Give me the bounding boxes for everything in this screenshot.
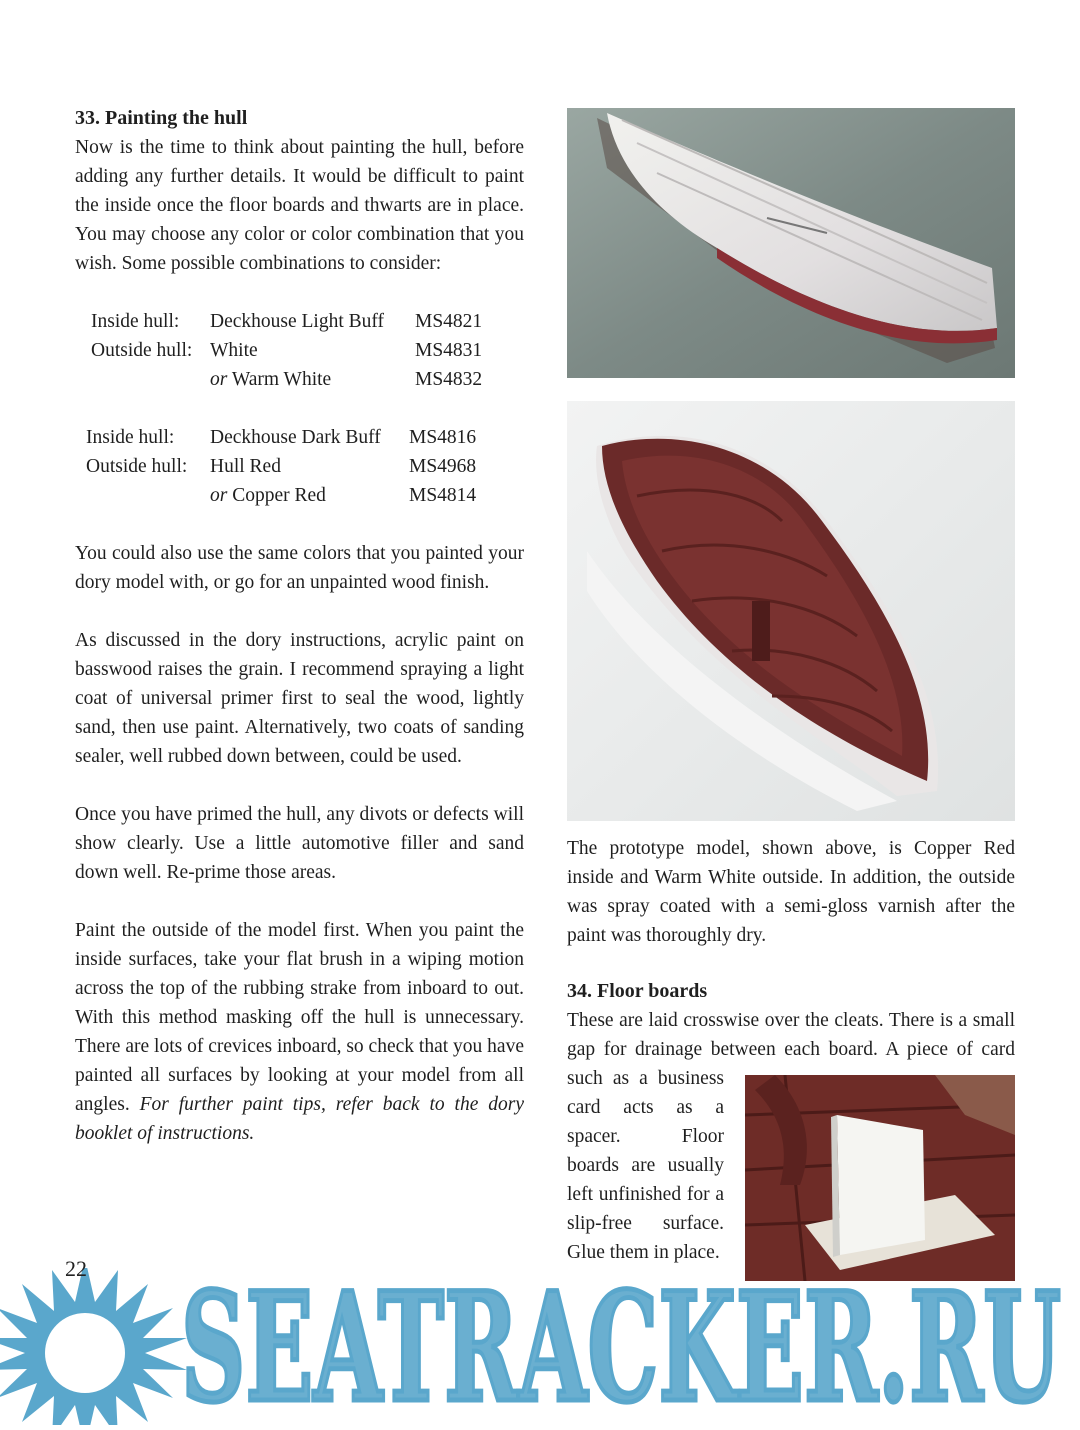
color-combination-2 xyxy=(86,423,476,510)
section-34-line-2: gap for drainage between each board. A piece of card xyxy=(567,1039,1015,1060)
photo-caption: The prototype model, shown above, is Copper Red inside and Warm White outside. In addition, the outside was spray coated with a semi-gloss varnish after the paint was thoroughly dry. xyxy=(567,838,1015,946)
combo-color: or Warm White xyxy=(210,369,332,390)
svg-text:SEATRACKER.RU: SEATRACKER.RU xyxy=(181,1282,1061,1410)
paragraph-painting: Paint the outside of the model first. When you paint the inside surfaces, take your flat brush in a wiping motion across the top of the rubbing strake from inboard to out. With this method masking off the hull is unnecessary. There are lots of crevices inboard, so check that you have painted all surfaces by looking at your model from all angles. For further paint tips, refer back to the dory booklet of instructions. xyxy=(75,920,524,1144)
combo-row xyxy=(86,481,476,510)
combo-label: Outside hull: xyxy=(86,456,188,477)
combo-row xyxy=(86,423,476,452)
paragraph-primer: As discussed in the dory instructions, acrylic paint on basswood raises the grain. I recommend spraying a light coat of universal primer first to seal the wood, lightly sand, then use paint. Alternatively, two coats of sanding sealer, well rubbed down between, could be used. xyxy=(75,630,524,767)
combo-code: MS4821 xyxy=(415,311,483,332)
section-34-line-1: These are laid crosswise over the cleats. There is a small xyxy=(567,1010,1015,1031)
combo-color: Hull Red xyxy=(210,456,281,477)
combo-color: or Copper Red xyxy=(210,485,326,506)
section-34-wrapped-text: such as a business card acts as a spacer. Floor boards are usually left unfinished for a slip-free surface. Glue them in place. xyxy=(567,1068,724,1263)
left-column xyxy=(75,104,524,1148)
paragraph-filler: Once you have primed the hull, any divots or defects will show clearly. Use a little automotive filler and sand down well. Re-prime those areas. xyxy=(75,804,524,883)
combo-color: Deckhouse Dark Buff xyxy=(210,427,381,448)
hull-exterior-photo xyxy=(567,108,1015,378)
watermark-logo xyxy=(176,1282,1066,1410)
section-33-heading: 33. Painting the hull xyxy=(75,107,248,129)
combo-or: or xyxy=(210,369,228,390)
combo-color: Deckhouse Light Buff xyxy=(210,311,385,332)
combo-code: MS4816 xyxy=(409,427,477,448)
combo-color: White xyxy=(210,340,258,361)
section-34-heading: 34. Floor boards xyxy=(567,980,708,1002)
combo-or: or xyxy=(210,485,228,506)
floor-board-photo xyxy=(745,1075,1015,1281)
combo-row xyxy=(86,452,476,481)
page-number: 22 xyxy=(65,1256,87,1281)
section-33-intro: Now is the time to think about painting the hull, before adding any further details. It would be difficult to paint the inside once the floor boards and thwarts are in place. You may choose any color or color combination that you wish. Some possible combinations to consider: xyxy=(75,137,524,274)
combo-label: Inside hull: xyxy=(86,427,175,448)
combo-code: MS4814 xyxy=(409,485,477,506)
combo-code: MS4832 xyxy=(415,369,483,390)
combo-row xyxy=(91,336,482,365)
combo-label: Inside hull: xyxy=(91,311,180,332)
combo-row xyxy=(91,365,482,394)
paragraph-painting-italic: For further paint tips, refer back to the dory booklet of instructions. xyxy=(75,1094,524,1144)
combo-label: Outside hull: xyxy=(91,340,193,361)
paragraph-colors: You could also use the same colors that you painted your dory model with, or go for an unpainted wood finish. xyxy=(75,543,524,593)
combo-row xyxy=(91,307,482,336)
color-combination-1 xyxy=(91,307,482,394)
combo-code: MS4968 xyxy=(409,456,477,477)
combo-code: MS4831 xyxy=(415,340,483,361)
hull-interior-photo xyxy=(567,401,1015,821)
svg-text:SEATRACKER.RU: SEATRACKER.RU xyxy=(181,1282,1061,1410)
